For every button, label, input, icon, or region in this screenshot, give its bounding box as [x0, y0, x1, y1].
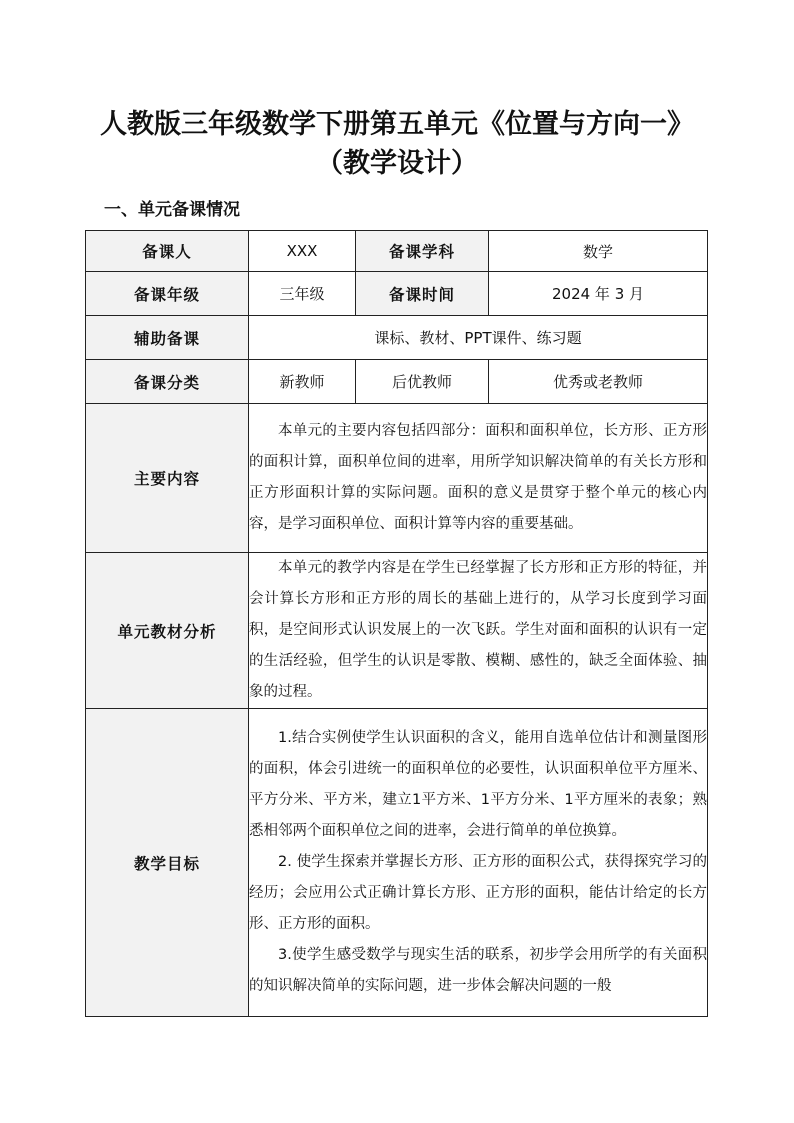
section-heading: 一、单元备课情况 [104, 200, 240, 220]
document-title: 人教版三年级数学下册第五单元《位置与方向一》 [100, 109, 694, 140]
category-label: 备课分类 [86, 360, 249, 404]
time-label: 备课时间 [356, 272, 489, 316]
category-new-teacher: 新教师 [249, 360, 356, 404]
table-row [86, 272, 708, 316]
teacher-label: 备课人 [86, 231, 249, 272]
aux-label: 辅助备课 [86, 316, 249, 360]
analysis-text: 本单元的教学内容是在学生已经掌握了长方形和正方形的特征，并会计算长方形和正方形的周长的基础上进行的，从学习长度到学习面积，是空间形式认识发展上的一次飞跃。学生对面和面积的认识有一定的生活经验，但学生的认识是零散、模糊、感性的，缺乏全面体验、抽象的过程。 [249, 560, 707, 700]
table-row [86, 231, 708, 272]
main-content-label: 主要内容 [86, 404, 249, 553]
category-improving-teacher: 后优教师 [356, 360, 489, 404]
grade-label: 备课年级 [86, 272, 249, 316]
goal-item: 3.使学生感受数学与现实生活的联系，初步学会用所学的有关面积的知识解决简单的实际问题，进一步体会解决问题的一般 [249, 947, 707, 994]
goal-item: 2. 使学生探索并掌握长方形、正方形的面积公式，获得探究学习的经历；会应用公式正确计算长方形、正方形的面积，能估计给定的长方形、正方形的面积。 [249, 854, 707, 932]
goal-item: 1.结合实例使学生认识面积的含义，能用自选单位估计和测量图形的面积，体会引进统一的面积单位的必要性，认识面积单位平方厘米、平方分米、平方米，建立1平方米、1平方分米、1平方厘米的表象；熟悉相邻两个面积单位之间的进率，会进行简单的单位换算。 [249, 730, 707, 839]
category-senior-teacher: 优秀或老教师 [489, 360, 708, 404]
subject-label: 备课学科 [356, 231, 489, 272]
document-subtitle: （教学设计） [316, 148, 478, 179]
aux-value: 课标、教材、PPT课件、练习题 [249, 316, 708, 360]
teacher-value: XXX [249, 231, 356, 272]
goals-label: 教学目标 [86, 709, 249, 1017]
table-row [86, 709, 708, 1017]
grade-value: 三年级 [249, 272, 356, 316]
table-row [86, 360, 708, 404]
table-row [86, 553, 708, 709]
analysis-cell [249, 553, 708, 709]
main-content-cell [249, 404, 708, 553]
goals-cell [249, 709, 708, 1017]
analysis-label: 单元教材分析 [86, 553, 249, 709]
table-row [86, 316, 708, 360]
lesson-plan-table [85, 230, 708, 1017]
main-content-text: 本单元的主要内容包括四部分：面积和面积单位，长方形、正方形的面积计算，面积单位间的进率，用所学知识解决简单的有关长方形和正方形面积计算的实际问题。面积的意义是贯穿于整个单元的核心内容，是学习面积单位、面积计算等内容的重要基础。 [249, 423, 707, 532]
time-value: 2024 年 3 月 [489, 272, 708, 316]
table-row [86, 404, 708, 553]
subject-value: 数学 [489, 231, 708, 272]
